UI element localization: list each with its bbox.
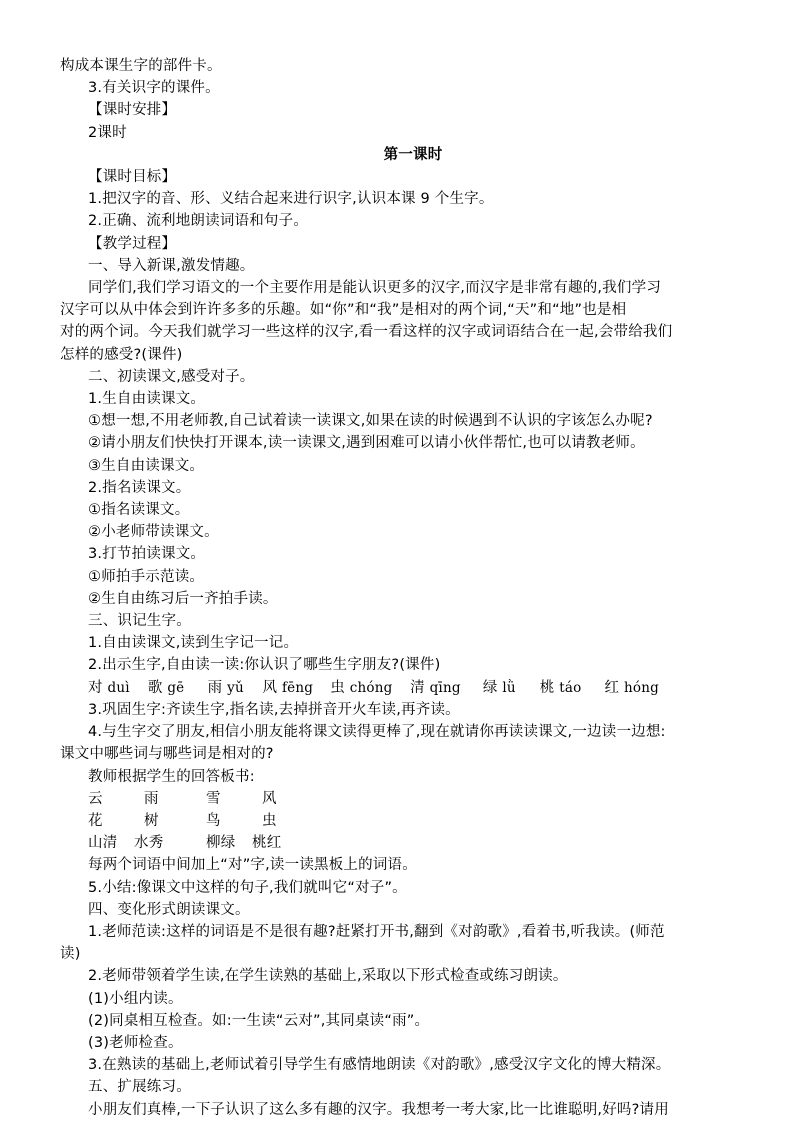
text-line: 小朋友们真棒,一下子认识了这么多有趣的汉字。我想考一考大家,比一比谁聪明,好吗?请用 [88,1101,669,1118]
text-line: ②请小朋友们快快打开课本,读一读课文,遇到困难可以请小伙伴帮忙,也可以请教老师。 [88,435,645,452]
board-word: 花 [88,812,103,829]
section-heading: 【课时目标】 [88,169,177,186]
text-line: 四、变化形式朗读课文。 [88,901,250,918]
text-line: 1.自由读课文,读到生字记一记。 [88,635,299,652]
pinyin-item: 绿 lǜ [482,679,516,696]
text-line: 3.巩固生字:齐读生字,指名读,去掉拼音开火车读,再齐读。 [88,701,460,718]
board-word: 雪 [206,790,221,807]
lesson-title: 第一课时 [383,146,443,163]
text-line: 三、识记生字。 [88,613,191,630]
text-line: 2.老师带领着学生读,在学生读熟的基础上,采取以下形式检查或练习朗读。 [88,968,568,985]
pinyin-item: 清 qīng [410,679,461,696]
text-line: 同学们,我们学习语文的一个主要作用是能认识更多的汉字,而汉字是非常有趣的,我们学习 [88,280,662,297]
text-line: 4.与生字交了朋友,相信小朋友能将课文读得更棒了,现在就请你再读读课文,一边读一边想: [88,724,666,741]
board-word: 水秀 [134,835,164,852]
text-line: 读) [60,946,81,963]
board-word: 山清 [88,835,118,852]
text-line: ③生自由读课文。 [88,457,205,474]
board-word: 树 [144,812,159,829]
board-word: 风 [262,790,277,807]
text-line: 课文中哪些词与哪些词是相对的? [60,746,274,763]
text-line: 1.生自由读课文。 [88,391,206,408]
text-line: 怎样的感受?(课件) [60,346,183,363]
text-line: 3.有关识字的课件。 [88,80,220,97]
board-word: 桃红 [252,835,282,852]
pinyin-item: 红 hóng [604,679,659,696]
text-line: ①指名读课文。 [88,502,190,519]
board-word: 鸟 [206,812,221,829]
board-row [88,832,738,854]
text-line: 2.出示生字,自由读一读:你认识了哪些生字朋友?(课件) [88,657,441,674]
text-line: ①想一想,不用老师教,自己试着读一读课文,如果在读的时候遇到不认识的字该怎么办呢? [88,413,653,430]
text-line: 教师根据学生的回答板书: [88,768,255,785]
text-line: (2)同桌相互检查。如:一生读“云对”,其同桌读“雨”。 [88,1012,430,1029]
text-line: ①师拍手示范读。 [88,568,205,585]
board-row [88,810,738,832]
text-line: 每两个词语中间加上“对”字,读一读黑板上的词语。 [88,857,417,874]
pinyin-item: 歌 gē [147,679,185,696]
text-line: (3)老师检查。 [88,1034,183,1051]
text-line: 二、初读课文,感受对子。 [88,368,255,385]
text-line: 2.指名读课文。 [88,479,191,496]
text-line: (1)小组内读。 [88,990,183,1007]
board-word: 雨 [144,790,159,807]
text-line: 一、导入新课,激发情趣。 [88,257,255,274]
section-heading: 【课时安排】 [88,102,177,119]
pinyin-row [88,677,738,699]
pinyin-item: 风 fēng [262,679,314,696]
text-line: 3.在熟读的基础上,老师试着引导学生有感情地朗读《对韵歌》,感受汉字文化的博大精深。 [88,1057,671,1074]
text-line: 2.正确、流利地朗读词语和句子。 [88,213,309,230]
text-line: 2课时 [88,124,127,141]
document-page [60,55,738,1121]
board-word: 柳绿 [206,835,236,852]
text-line: 3.打节拍读课文。 [88,546,206,563]
text-line: ②小老师带读课文。 [88,524,219,541]
text-line: 构成本课生字的部件卡。 [60,58,222,74]
pinyin-item: 桃 táo [539,679,582,696]
pinyin-item: 对 duì [88,679,130,696]
text-line: 五、扩展练习。 [88,1079,191,1096]
text-line: ②生自由练习后一齐拍手读。 [88,590,278,607]
text-line: 5.小结:像课文中这样的句子,我们就叫它“对子”。 [88,879,407,896]
section-heading: 【教学过程】 [88,235,177,252]
text-line: 对的两个词。今天我们就学习一些这样的汉字,看一看这样的汉字或词语结合在一起,会带给我们 [60,324,673,341]
board-word: 云 [88,790,103,807]
text-line: 汉字可以从中体会到许许多多的乐趣。如“你”和“我”是相对的两个词,“天”和“地”也是相 [60,302,627,319]
text-line: 1.把汉字的音、形、义结合起来进行识字,认识本课 9 个生字。 [88,191,494,208]
board-word: 虫 [262,812,277,829]
pinyin-item: 虫 chóng [330,679,393,696]
board-row [88,788,738,810]
pinyin-item: 雨 yǔ [207,679,244,696]
text-line: 1.老师范读:这样的词语是不是很有趣?赶紧打开书,翻到《对韵歌》,看着书,听我读。(师范 [88,923,665,940]
